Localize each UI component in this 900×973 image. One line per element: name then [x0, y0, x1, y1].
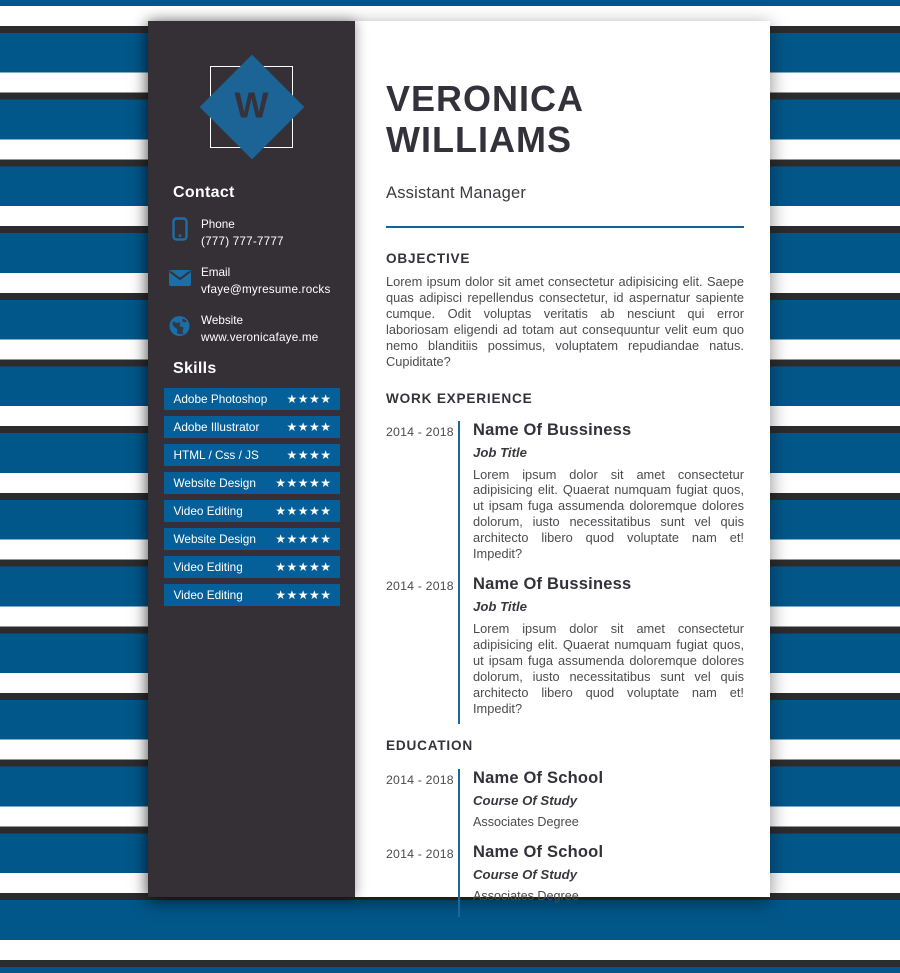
- education-heading: EDUCATION: [386, 738, 473, 754]
- skill-rating-stars: ★★★★: [286, 448, 332, 462]
- course-of-study: Course Of Study: [473, 793, 578, 809]
- education-entries: [386, 769, 744, 917]
- entry-dates: 2014 - 2018: [386, 424, 454, 439]
- skill-bar: [164, 472, 340, 494]
- contact-item-email: [168, 264, 355, 296]
- degree: Associates Degree: [473, 815, 579, 830]
- globe-icon: [168, 313, 192, 339]
- skill-list: [148, 388, 355, 606]
- skill-bar: [164, 500, 340, 522]
- contact-value-phone: (777) 777-7777: [201, 235, 284, 248]
- contact-list: [168, 216, 355, 344]
- course-of-study: Course Of Study: [473, 867, 578, 883]
- skill-rating-stars: ★★★★: [286, 392, 332, 406]
- skill-name: Video Editing: [173, 588, 243, 602]
- entry-dates: 2014 - 2018: [386, 578, 454, 593]
- contact-label: Phone: [201, 218, 235, 231]
- education-entry: [386, 769, 744, 843]
- entry-dates: 2014 - 2018: [386, 847, 454, 862]
- objective-heading: OBJECTIVE: [386, 251, 471, 267]
- objective-text: Lorem ipsum dolor sit amet consectetur adipisicing elit. Saepe quas adipisci repellendus consectetur, id aspernatur sapiente cumque. Odit voluptas veritatis ab nesciunt qui error laboriosam eligendi ad totam aut consequuntur velit eum quo nemo blanditiis possimus, voluptatem repudiandae natus. Cupiditate?: [386, 274, 744, 369]
- work-entry: [386, 421, 744, 575]
- skill-bar: [164, 416, 340, 438]
- skills-heading: Skills: [173, 360, 217, 377]
- entry-body: [458, 421, 744, 575]
- contact-heading: Contact: [173, 184, 235, 201]
- work-experience-section: [386, 391, 744, 725]
- contact-label: Website: [201, 314, 244, 327]
- sidebar: [148, 21, 355, 897]
- skill-bar: [164, 584, 340, 606]
- monogram-letter: W: [234, 84, 269, 126]
- phone-icon: [168, 217, 192, 243]
- skill-rating-stars: ★★★★★: [275, 560, 332, 574]
- contact-item-website: [168, 312, 355, 344]
- skill-rating-stars: ★★★★: [286, 420, 332, 434]
- skill-bar: [164, 556, 340, 578]
- skill-rating-stars: ★★★★★: [275, 588, 332, 602]
- skill-name: HTML / Css / JS: [173, 448, 259, 462]
- degree: Associates Degree: [473, 889, 579, 904]
- work-experience-heading: WORK EXPERIENCE: [386, 390, 533, 406]
- skill-rating-stars: ★★★★★: [275, 532, 332, 546]
- contact-value-website: www.veronicafaye.me: [201, 331, 319, 344]
- business-name: Name Of Bussiness: [473, 420, 632, 439]
- contact-item-phone: [168, 216, 355, 248]
- entry-dates: 2014 - 2018: [386, 773, 454, 788]
- work-description: Lorem ipsum dolor sit amet consectetur adipisicing elit. Quaerat numquam fugiat quos, ut ipsam fuga assumenda doloremque dolores dolorum, iusto necessitatibus sunt vel quis architecto libero quod voluptate nam et! Impedit?: [473, 466, 744, 562]
- header-divider: [386, 226, 744, 228]
- monogram-logo: [210, 66, 293, 148]
- entry-body: [458, 769, 744, 843]
- work-entry: [386, 575, 744, 724]
- job-title: Job Title: [473, 444, 527, 460]
- skill-name: Video Editing: [173, 504, 243, 518]
- name-line2: WILLIAMS: [386, 119, 572, 160]
- skill-name: Adobe Illustrator: [173, 420, 260, 434]
- skill-rating-stars: ★★★★★: [275, 476, 332, 490]
- resume-sheet: [148, 21, 770, 904]
- entry-body: [458, 575, 744, 724]
- job-title: Job Title: [473, 598, 527, 614]
- skill-bar: [164, 388, 340, 410]
- objective-section: [386, 251, 744, 369]
- skill-name: Adobe Photoshop: [173, 392, 268, 406]
- education-section: [386, 738, 744, 917]
- skill-bar: [164, 528, 340, 550]
- skill-name: Website Design: [173, 532, 256, 546]
- school-name: Name Of School: [473, 769, 604, 788]
- skill-bar: [164, 444, 340, 466]
- skill-rating-stars: ★★★★★: [275, 504, 332, 518]
- work-description: Lorem ipsum dolor sit amet consectetur adipisicing elit. Quaerat numquam fugiat quos, ut ipsam fuga assumenda doloremque dolores dolorum, iusto necessitatibus sunt vel quis architecto libero quod voluptate nam et! Impedit?: [473, 620, 744, 716]
- contact-value-email: vfaye@myresume.rocks: [201, 283, 331, 296]
- email-icon: [168, 265, 192, 291]
- skill-name: Website Design: [173, 476, 256, 490]
- name-line1: VERONICA: [386, 78, 585, 119]
- entry-body: [458, 843, 744, 917]
- education-entry: [386, 843, 744, 917]
- school-name: Name Of School: [473, 843, 604, 862]
- contact-label: Email: [201, 266, 231, 279]
- job-title-subtitle: Assistant Manager: [386, 184, 527, 203]
- work-entries: [386, 421, 744, 725]
- skill-name: Video Editing: [173, 560, 243, 574]
- page-title: [386, 78, 744, 160]
- business-name: Name Of Bussiness: [473, 574, 632, 593]
- resume-main-page: [355, 21, 770, 904]
